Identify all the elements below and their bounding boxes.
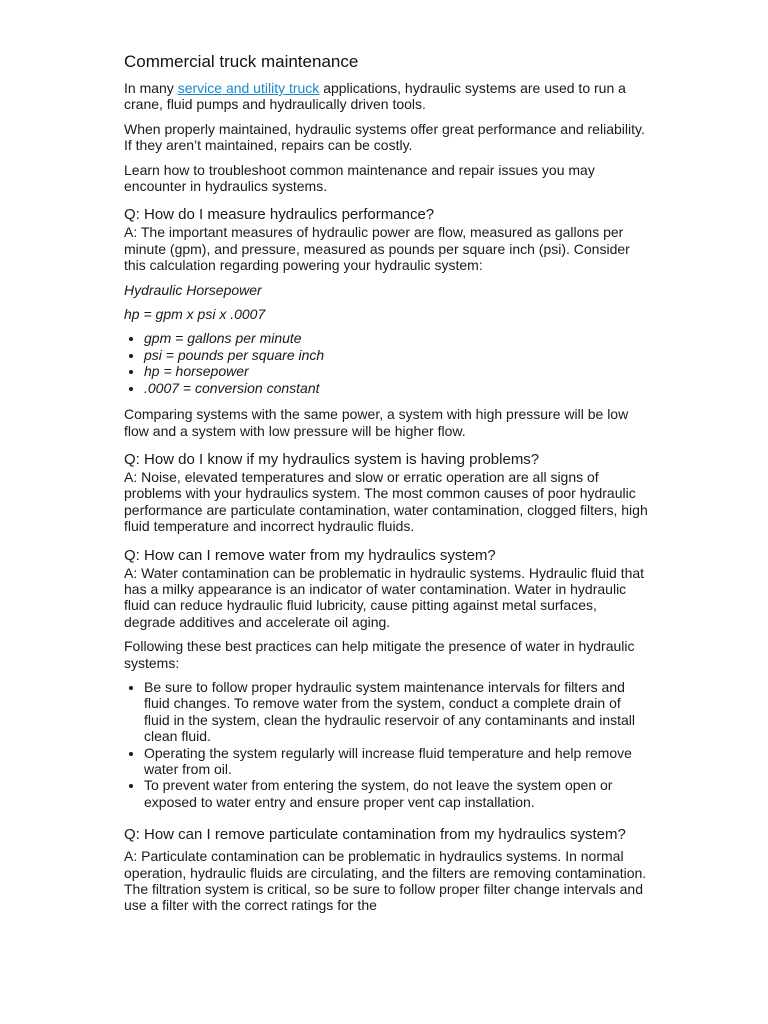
list-item: • psi = pounds per square inch bbox=[144, 347, 648, 363]
intro-paragraph-1 bbox=[124, 80, 648, 113]
service-utility-truck-link[interactable]: service and utility truck bbox=[177, 80, 320, 96]
list-item: • .0007 = conversion constant bbox=[144, 380, 648, 396]
answer-2: A: Noise, elevated temperatures and slow or erratic operation are all signs of problems with your hydraulics system. The most common causes of poor hydraulic performance are particulate contamination, water contamination, clogged filters, high fluid temperature and incorrect hydraulic fluids. bbox=[124, 468, 648, 535]
question-1: Q: How do I measure hydraulics performance? bbox=[124, 206, 435, 224]
intro-text-after-link: applications, hydraulic systems are used to run a crane, fluid pumps and hydraulically driven tools. bbox=[124, 80, 626, 113]
intro-paragraph-3: Learn how to troubleshoot common maintenance and repair issues you may encounter in hydraulics systems. bbox=[124, 161, 595, 195]
question-2: Q: How do I know if my hydraulics system is having problems? bbox=[124, 450, 540, 468]
answer-3: A: Water contamination can be problematic in hydraulic systems. Hydraulic fluid that has a milky appearance is an indicator of water contamination. Water in hydraulic fluid can reduce hydraulic fluid lubricity, cause pitting against metal surfaces, degrade additives and accelerate oil aging. bbox=[124, 564, 645, 630]
formula-definitions-list bbox=[124, 330, 648, 396]
formula: hp = gpm x psi x .0007 bbox=[124, 306, 266, 323]
intro-text-before-link: In many bbox=[124, 80, 178, 96]
answer-1-closing: Comparing systems with the same power, a system with high pressure will be low flow and a system with low pressure will be higher flow. bbox=[124, 406, 629, 439]
best-practices-lead: Following these best practices can help mitigate the presence of water in hydraulic systems: bbox=[124, 638, 635, 671]
list-item: • gpm = gallons per minute bbox=[144, 330, 648, 346]
answer-4: A: Particulate contamination can be problematic in hydraulics systems. In normal operation, hydraulic fluids are circulating, and the filters are removing contamination. The filtration system is critical, so be sure to follow proper filter change intervals and use a filter with the correct ratings for the bbox=[124, 848, 647, 914]
best-practices-list bbox=[124, 679, 648, 810]
answer-1: A: The important measures of hydraulic power are flow, measured as gallons per minute (gpm), and pressure, measured as pounds per square inch (psi). Consider this calculation regarding powering your hydraulic system: bbox=[124, 224, 630, 274]
document-page bbox=[124, 52, 648, 922]
list-item: • Be sure to follow proper hydraulic system maintenance intervals for filters and fluid changes. To remove water from the system, conduct a complete drain of fluid in the system, clean the hydraulic reservoir of any contaminants and install clean fluid. bbox=[144, 679, 648, 745]
list-item: • To prevent water from entering the system, do not leave the system open or exposed to water entry and ensure proper vent cap installation. bbox=[144, 777, 648, 810]
formula-title: Hydraulic Horsepower bbox=[124, 281, 262, 298]
page-title: Commercial truck maintenance bbox=[124, 52, 359, 71]
question-3: Q: How can I remove water from my hydraulics system? bbox=[124, 546, 496, 564]
list-item: • Operating the system regularly will increase fluid temperature and help remove water from oil. bbox=[144, 745, 648, 778]
list-item: • hp = horsepower bbox=[144, 363, 648, 379]
question-4: Q: How can I remove particulate contamination from my hydraulics system? bbox=[124, 826, 626, 844]
intro-paragraph-2: When properly maintained, hydraulic systems offer great performance and reliability. If they aren’t maintained, repairs can be costly. bbox=[124, 120, 645, 154]
